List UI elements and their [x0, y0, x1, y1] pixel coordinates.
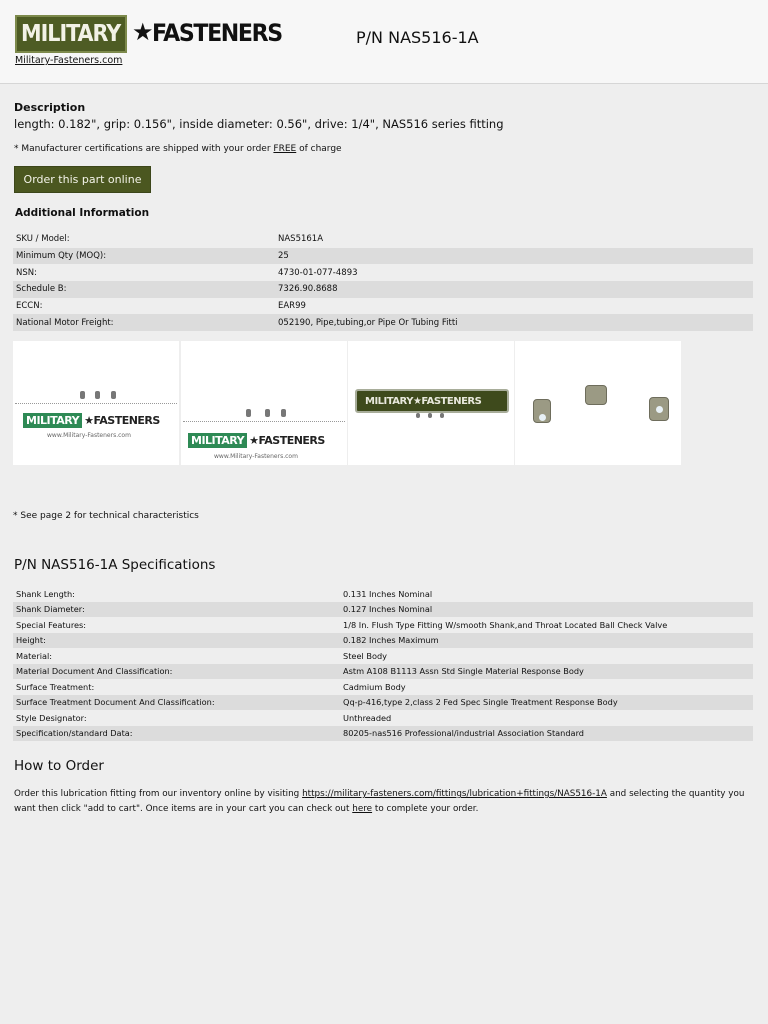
info-label: National Motor Freight:	[13, 314, 275, 331]
table-row	[13, 586, 753, 602]
how-text-part-3: to complete your order.	[372, 803, 479, 814]
site-logo[interactable]	[15, 15, 282, 53]
spec-value: 1/8 In. Flush Type Fitting W/smooth Shank,and Throat Located Ball Check Valve	[340, 617, 753, 633]
spec-label: Shank Length:	[13, 586, 340, 602]
spec-label: Shank Diameter:	[13, 602, 340, 618]
fitting-part-icon	[585, 385, 607, 405]
table-row	[13, 648, 753, 664]
page-title: P/N NAS516-1A	[356, 28, 479, 47]
spec-value: Cadmium Body	[340, 679, 753, 695]
logo-star-icon: ★	[132, 18, 154, 46]
spec-value: 0.182 Inches Maximum	[340, 633, 753, 649]
info-label: NSN:	[13, 264, 275, 281]
table-row	[13, 664, 753, 680]
table-row	[13, 679, 753, 695]
photo-logo-right: ★FASTENERS	[84, 413, 160, 427]
spec-label: Special Features:	[13, 617, 340, 633]
spec-value: 0.131 Inches Nominal	[340, 586, 753, 602]
how-to-order-heading: How to Order	[14, 758, 104, 774]
info-value: 4730-01-077-4893	[275, 264, 753, 281]
info-label: Minimum Qty (MOQ):	[13, 248, 275, 265]
spec-label: Surface Treatment Document And Classification:	[13, 695, 340, 711]
cert-text-after: of charge	[296, 144, 342, 154]
table-row	[13, 264, 753, 281]
logo-military-text: MILITARY	[21, 21, 121, 47]
logo-military-box	[15, 15, 127, 53]
table-row	[13, 695, 753, 711]
technical-note: * See page 2 for technical characteristics	[13, 511, 199, 521]
info-value: NAS5161A	[275, 231, 753, 248]
photo-ruler	[15, 403, 177, 409]
photo-logo-left: MILITARY	[23, 413, 82, 428]
cert-text-before: * Manufacturer certifications are shipped with your order	[14, 144, 274, 154]
spec-value: Astm A108 B1113 Assn Std Single Material Response Body	[340, 664, 753, 680]
photo-logo	[23, 411, 160, 429]
fitting-part-icon	[281, 409, 286, 417]
info-value: EAR99	[275, 298, 753, 315]
page-header	[0, 0, 768, 84]
description-text: length: 0.182", grip: 0.156", inside diameter: 0.56", drive: 1/4", NAS516 series fitting	[14, 117, 504, 131]
spec-value: Qq-p-416,type 2,class 2 Fed Spec Single Treatment Response Body	[340, 695, 753, 711]
spec-label: Material Document And Classification:	[13, 664, 340, 680]
spec-label: Surface Treatment:	[13, 679, 340, 695]
specifications-heading: P/N NAS516-1A Specifications	[14, 557, 216, 573]
table-row	[13, 231, 753, 248]
table-row	[13, 602, 753, 618]
info-value: 7326.90.8688	[275, 281, 753, 298]
how-text-part-2: and selecting the quantity you want then click "add to cart". Once items are in your cart you can check out	[14, 789, 745, 814]
photo-ruler	[183, 421, 345, 427]
spec-label: Specification/standard Data:	[13, 726, 340, 742]
table-row	[13, 314, 753, 331]
fitting-part-icon	[95, 391, 100, 399]
product-photo-gallery	[13, 341, 681, 465]
info-label: Schedule B:	[13, 281, 275, 298]
table-row	[13, 633, 753, 649]
spec-value: 0.127 Inches Nominal	[340, 602, 753, 618]
order-online-button[interactable]: Order this part online	[14, 166, 151, 193]
spec-value: Steel Body	[340, 648, 753, 664]
how-text-part-1: Order this lubrication fitting from our inventory online by visiting	[14, 789, 303, 799]
additional-info-heading: Additional Information	[15, 207, 150, 219]
spec-value: 80205-nas516 Professional/industrial Association Standard	[340, 726, 753, 742]
fitting-part-icon	[246, 409, 251, 417]
spec-label: Height:	[13, 633, 340, 649]
product-photo-2[interactable]	[181, 341, 347, 465]
table-row	[13, 298, 753, 315]
photo-logo-left: MILITARY	[365, 395, 413, 407]
spec-label: Material:	[13, 648, 340, 664]
fitting-part-icon	[428, 413, 432, 418]
fitting-part-icon	[80, 391, 85, 399]
logo-fasteners-text: FASTENERS	[152, 19, 282, 47]
product-photo-4[interactable]	[515, 341, 681, 465]
photo-logo-right: ★FASTENERS	[412, 395, 482, 407]
fitting-bore-icon	[656, 406, 663, 413]
product-page-link[interactable]: https://military-fasteners.com/fittings/lubrication+fittings/NAS516-1A	[302, 789, 607, 799]
spec-value: Unthreaded	[340, 710, 753, 726]
fitting-part-icon	[533, 399, 551, 423]
photo-logo-strip	[355, 389, 509, 413]
fitting-part-icon	[265, 409, 270, 417]
photo-url-text: www.Military-Fasteners.com	[214, 453, 298, 460]
fitting-part-icon	[649, 397, 669, 421]
certification-note	[14, 144, 342, 154]
additional-info-table	[13, 231, 753, 331]
photo-logo-right: ★FASTENERS	[249, 433, 325, 447]
checkout-here-link[interactable]: here	[352, 803, 373, 814]
product-photo-3[interactable]	[348, 341, 514, 465]
fitting-part-icon	[111, 391, 116, 399]
info-value: 25	[275, 248, 753, 265]
fitting-bore-icon	[539, 414, 546, 421]
info-value: 052190, Pipe,tubing,or Pipe Or Tubing Fitti	[275, 314, 753, 331]
site-url-link[interactable]: Military-Fasteners.com	[15, 55, 123, 66]
photo-logo-left: MILITARY	[188, 433, 247, 448]
cert-free-text: FREE	[273, 144, 297, 154]
specifications-table	[13, 586, 753, 741]
table-row	[13, 281, 753, 298]
fitting-part-icon	[416, 413, 420, 418]
photo-logo	[188, 431, 325, 449]
photo-url-text: www.Military-Fasteners.com	[47, 432, 131, 439]
table-row	[13, 726, 753, 742]
table-row	[13, 710, 753, 726]
spec-label: Style Designator:	[13, 710, 340, 726]
info-label: ECCN:	[13, 298, 275, 315]
fitting-part-icon	[440, 413, 444, 418]
description-heading: Description	[14, 101, 86, 114]
table-row	[13, 617, 753, 633]
info-label: SKU / Model:	[13, 231, 275, 248]
product-photo-1[interactable]	[13, 341, 179, 465]
table-row	[13, 248, 753, 265]
how-to-order-text	[14, 787, 754, 816]
